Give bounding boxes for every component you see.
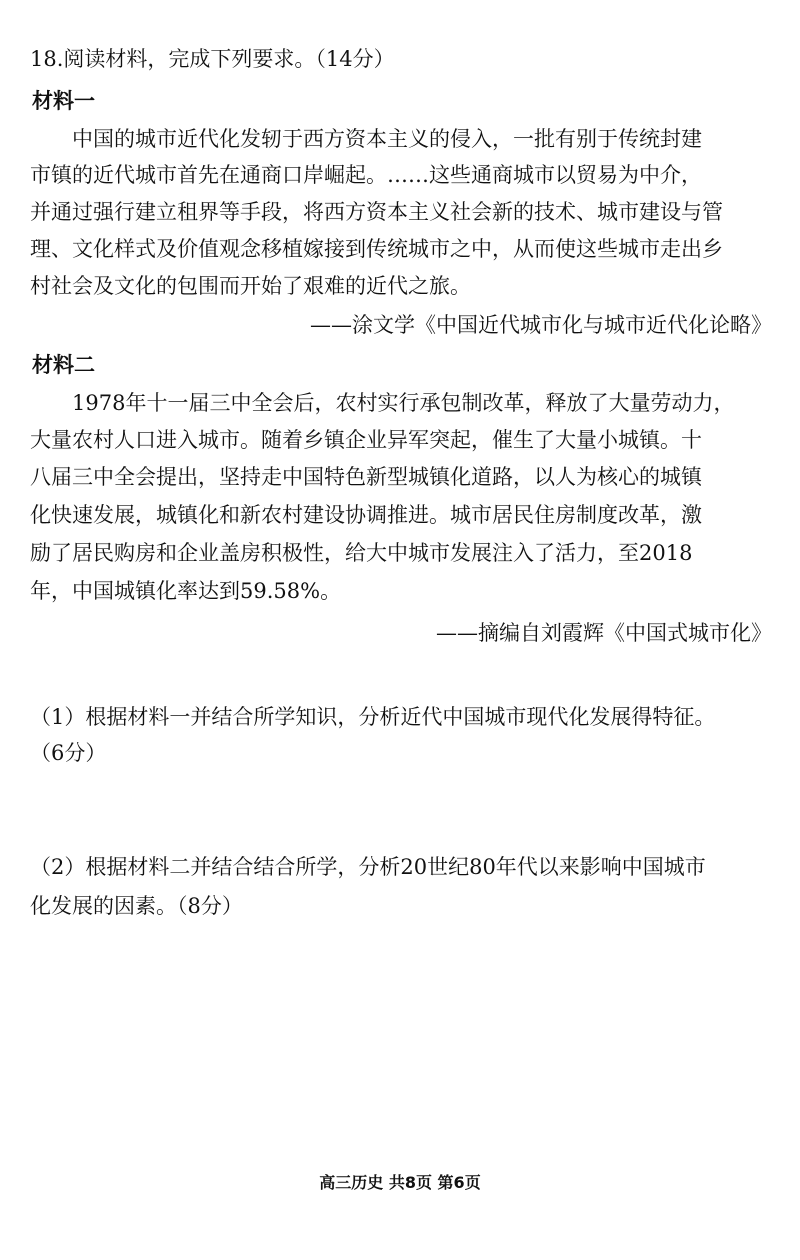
sub-question-2-line-1: （2）根据材料二并结合结合所学，分析20世纪80年代以来影响中国城市: [30, 855, 706, 879]
material1-line-1: 中国的城市近代化发轫于西方资本主义的侵入，一批有别于传统封建: [72, 127, 702, 151]
material1-heading: 材料一: [32, 89, 95, 113]
material1-line-2: 市镇的近代城市首先在通商口岸崛起。……这些通商城市以贸易为中介，: [30, 163, 702, 187]
material2-line-4: 化快速发展，城镇化和新农村建设协调推进。城市居民住房制度改革，激: [30, 503, 702, 527]
sub-question-2-line-2: 化发展的因素。（8分）: [30, 894, 243, 918]
material2-line-6: 年，中国城镇化率达到59.58%。: [30, 579, 342, 603]
question-title: 18.阅读材料，完成下列要求。（14分）: [30, 47, 395, 71]
sub-question-1-line-2: （6分）: [30, 741, 107, 765]
sub-question-1-line-1: （1）根据材料一并结合所学知识，分析近代中国城市现代化发展得特征。: [30, 705, 716, 729]
material1-line-3: 并通过强行建立租界等手段，将西方资本主义社会新的技术、城市建设与管: [30, 200, 723, 224]
material2-line-1: 1978年十一届三中全会后，农村实行承包制改革，释放了大量劳动力，: [72, 391, 735, 415]
material1-line-4: 理、文化样式及价值观念移植嫁接到传统城市之中，从而使这些城市走出乡: [30, 237, 723, 261]
material2-line-5: 励了居民购房和企业盖房积极性，给大中城市发展注入了活力，至2018: [30, 541, 693, 565]
material2-line-2: 大量农村人口进入城市。随着乡镇企业异军突起，催生了大量小城镇。十: [30, 428, 702, 452]
material2-source: ——摘编自刘霞辉《中国式城市化》: [436, 621, 772, 645]
material2-line-3: 八届三中全会提出，坚持走中国特色新型城镇化道路，以人为核心的城镇: [30, 465, 702, 489]
material2-heading: 材料二: [32, 353, 95, 377]
page-footer: 高三历史 共8页 第6页: [319, 1173, 481, 1192]
material1-line-5: 村社会及文化的包围而开始了艰难的近代之旅。: [30, 274, 471, 298]
material1-source: ——涂文学《中国近代城市化与城市近代化论略》: [310, 313, 772, 337]
